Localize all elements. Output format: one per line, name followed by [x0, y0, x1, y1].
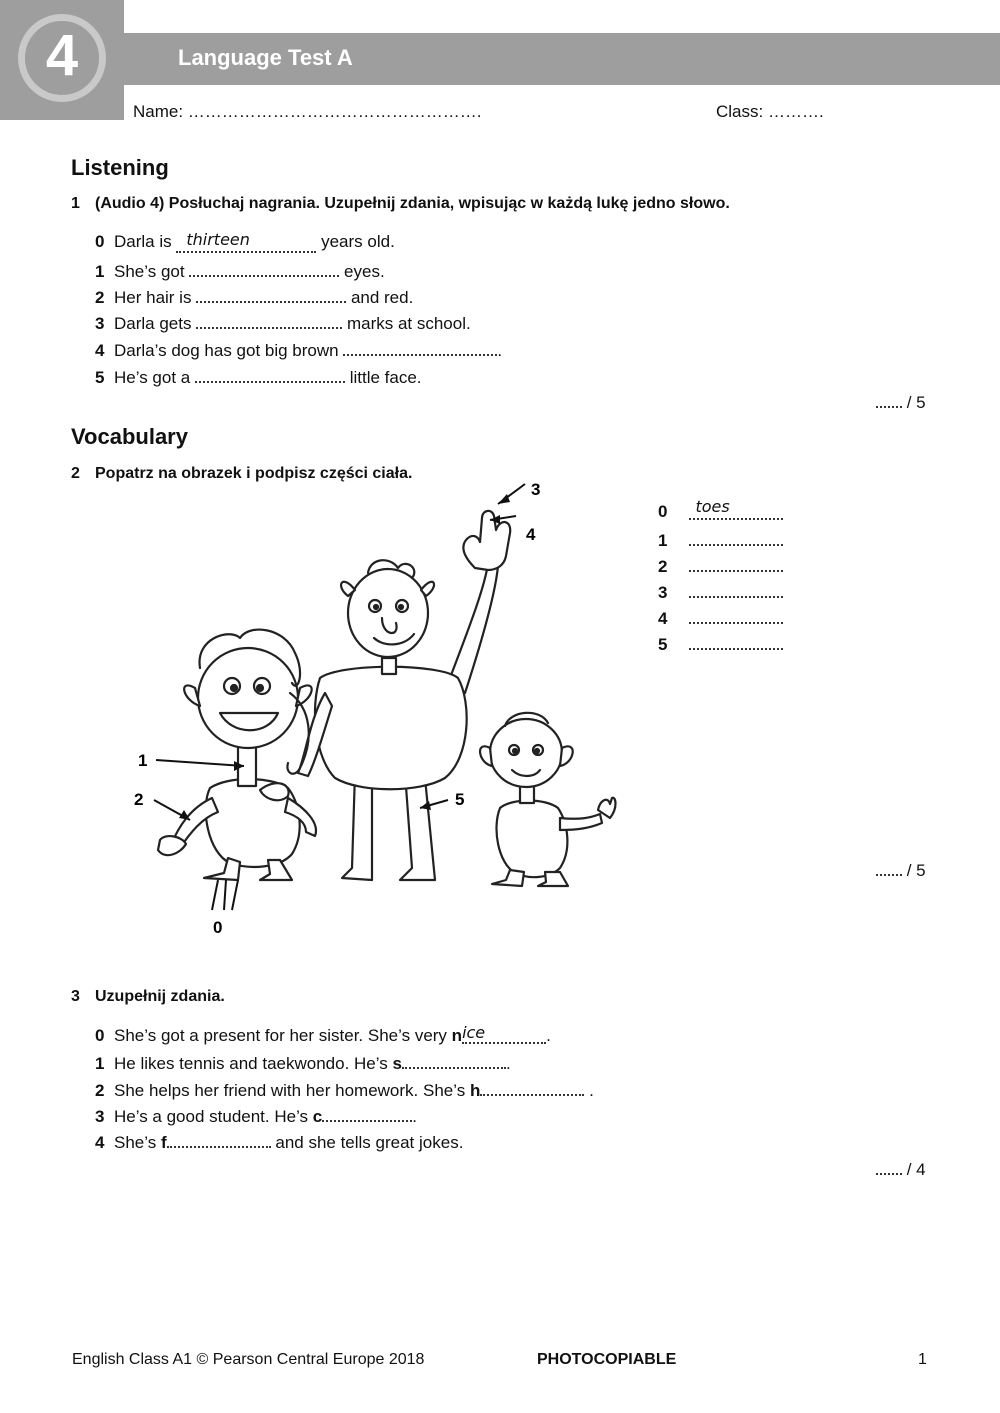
- picture-label: 3: [531, 480, 541, 499]
- item-text: Darla’s dog has got big brown: [114, 341, 339, 360]
- listening-item: [95, 261, 385, 282]
- item-number: 0: [658, 502, 668, 521]
- instruction-text: Uzupełnij zdania.: [95, 988, 225, 1005]
- picture-label: 0: [213, 918, 223, 937]
- answer-blank[interactable]: [462, 1023, 546, 1044]
- picture-label: 2: [134, 790, 144, 809]
- item-text: She’s got a present for her sister. She’s very: [114, 1026, 447, 1045]
- answer-text: toes: [695, 497, 730, 516]
- footer-page-number: 1: [918, 1351, 927, 1368]
- score-box: [876, 1159, 926, 1180]
- answer-blank[interactable]: [689, 530, 783, 546]
- footer-copyright: English Class A1 © Pearson Central Europe 2018: [72, 1351, 425, 1368]
- item-text: She’s got: [114, 262, 185, 281]
- vocabulary-heading: Vocabulary: [71, 424, 188, 449]
- item-text: .: [497, 341, 503, 360]
- answer-blank[interactable]: [189, 261, 339, 277]
- answer-blank[interactable]: [343, 340, 497, 356]
- answer-blank[interactable]: [689, 582, 783, 598]
- item-number: 3: [658, 583, 668, 602]
- exercise3-instruction: [71, 988, 225, 1006]
- item-number: 4: [95, 341, 105, 360]
- item-number: 0: [95, 1026, 105, 1045]
- item-text: .: [584, 1081, 594, 1100]
- answer-blank[interactable]: [689, 497, 783, 520]
- picture-label: 5: [455, 790, 465, 809]
- name-field[interactable]: Name: …………………………………………….: [133, 102, 482, 121]
- footer-photocopiable: PHOTOCOPIABLE: [537, 1351, 677, 1368]
- answer-blank[interactable]: [176, 230, 316, 253]
- score-blank[interactable]: [876, 1159, 902, 1175]
- exercise3-item: [95, 1053, 511, 1074]
- score-total: / 5: [906, 861, 926, 880]
- answer-blank[interactable]: [322, 1106, 412, 1122]
- item-text: and she tells great jokes.: [275, 1133, 464, 1152]
- page-title: Language Test A: [178, 45, 353, 70]
- answer-text: ice: [462, 1023, 486, 1042]
- first-letter: n: [451, 1026, 463, 1045]
- item-text: years old.: [321, 232, 395, 251]
- listening-item: [95, 232, 395, 252]
- vocab-answer-row: [658, 497, 783, 522]
- picture-label: 1: [138, 751, 148, 770]
- item-text: .: [412, 1107, 417, 1126]
- instruction-text: Popatrz na obrazek i podpisz części ciała.: [95, 465, 413, 482]
- answer-blank[interactable]: [689, 608, 783, 624]
- item-number: 1: [658, 531, 668, 550]
- exercise3-item: [95, 1132, 463, 1153]
- item-number: 3: [95, 1107, 105, 1126]
- score-total: / 5: [906, 393, 926, 412]
- vocab-answer-row: [658, 556, 783, 577]
- instruction-text: (Audio 4) Posłuchaj nagrania. Uzupełnij zdania, wpisując w każdą lukę jedno słowo.: [95, 195, 730, 212]
- big-body: [315, 667, 467, 790]
- item-number: 1: [95, 1054, 105, 1073]
- item-number: 0: [95, 232, 105, 251]
- item-text: marks at school.: [346, 314, 471, 333]
- instruction-number: 3: [71, 988, 80, 1005]
- item-text: He likes tennis and taekwondo. He’s: [114, 1054, 388, 1073]
- exercise3-item: [95, 1023, 551, 1046]
- item-text: He’s a good student. He’s: [114, 1107, 309, 1126]
- first-letter: h: [469, 1081, 481, 1100]
- item-number: 2: [658, 557, 668, 576]
- score-box: [876, 392, 926, 413]
- item-number: 5: [95, 368, 105, 387]
- girl-head: [198, 648, 298, 748]
- listening-instruction: [71, 195, 730, 213]
- picture-label: 4: [526, 525, 536, 544]
- item-text: and red.: [350, 288, 414, 307]
- class-field[interactable]: Class: ……….: [716, 102, 824, 121]
- vocab-answer-row: [658, 582, 783, 603]
- item-text: Darla gets: [114, 314, 192, 333]
- answer-text: thirteen: [186, 230, 250, 249]
- unit-number: 4: [45, 23, 79, 88]
- item-number: 5: [658, 635, 668, 654]
- answer-blank[interactable]: [195, 367, 345, 383]
- answer-blank[interactable]: [689, 556, 783, 572]
- listening-item: [95, 340, 502, 361]
- instruction-number: 2: [71, 465, 80, 482]
- answer-blank[interactable]: [196, 313, 342, 329]
- answer-blank[interactable]: [480, 1080, 584, 1096]
- item-text: little face.: [349, 368, 422, 387]
- item-text: eyes.: [344, 262, 385, 281]
- item-number: 2: [95, 288, 105, 307]
- item-text: .: [505, 1054, 511, 1073]
- first-letter: c: [312, 1107, 323, 1126]
- item-text: He’s got a: [114, 368, 191, 387]
- item-number: 1: [95, 262, 105, 281]
- item-number: 4: [95, 1133, 105, 1152]
- vocab-answer-row: [658, 634, 783, 655]
- vocab-answer-row: [658, 608, 783, 629]
- item-text: Darla is: [114, 232, 172, 251]
- listening-heading: Listening: [71, 155, 169, 180]
- score-total: / 4: [906, 1160, 926, 1179]
- item-number: 4: [658, 609, 668, 628]
- item-text: Her hair is: [114, 288, 192, 307]
- first-letter: f: [160, 1133, 167, 1152]
- score-blank[interactable]: [876, 860, 902, 876]
- small-body: [496, 801, 567, 878]
- listening-item: [95, 313, 471, 334]
- item-text: She’s: [114, 1133, 157, 1152]
- exercise3-item: [95, 1080, 594, 1101]
- item-number: 2: [95, 1081, 105, 1100]
- first-letter: s: [392, 1054, 402, 1073]
- score-blank[interactable]: [876, 392, 902, 408]
- monsters-illustration: [120, 478, 630, 948]
- listening-item: [95, 367, 422, 388]
- item-text: .: [546, 1026, 551, 1045]
- answer-blank[interactable]: [196, 287, 346, 303]
- answer-blank[interactable]: [167, 1132, 271, 1148]
- listening-item: [95, 287, 413, 308]
- hand: [463, 511, 510, 570]
- item-text: She helps her friend with her homework. She’s: [114, 1081, 466, 1100]
- answer-blank[interactable]: [689, 634, 783, 650]
- exercise3-item: [95, 1106, 417, 1127]
- score-box: [876, 860, 926, 881]
- answer-blank[interactable]: [402, 1053, 506, 1069]
- raised-arm: [450, 563, 498, 693]
- vocab-answer-row: [658, 530, 783, 551]
- instruction-number: 1: [71, 195, 80, 212]
- item-number: 3: [95, 314, 105, 333]
